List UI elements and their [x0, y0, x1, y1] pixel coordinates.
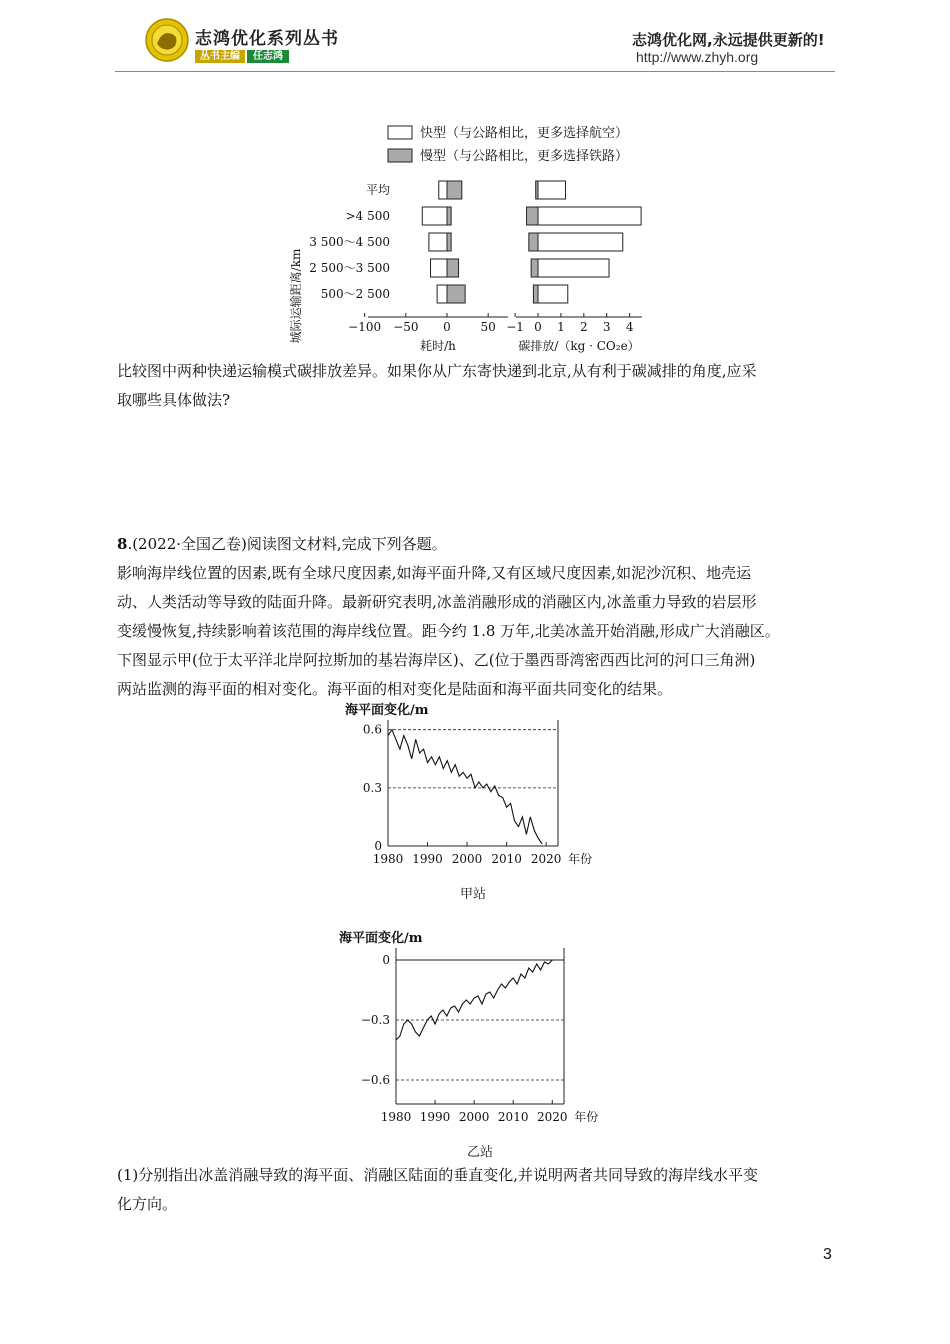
x-tick-label: 2010 [497, 1110, 529, 1124]
question-7-line-2: 取哪些具体做法? [117, 391, 231, 409]
passage-line-3: 变缓慢恢复,持续影响着该范围的海岸线位置。距今约 1.8 万年,北美冰盖开始消融,形成广大消融区。 [117, 622, 780, 640]
bar-slow [447, 181, 462, 199]
x-axis-title: 碳排放/（kg · CO₂e） [518, 339, 640, 353]
header-url[interactable]: http://www.zhyh.org [636, 49, 759, 65]
bar-fast [431, 259, 447, 277]
bar-slow [447, 207, 451, 225]
x-tick-label: 1990 [412, 852, 443, 866]
question-8-source: .(2022·全国乙卷)阅读图文材料,完成下列各题。 [127, 535, 447, 553]
header-title: 志鸿优化系列丛书 [195, 29, 339, 49]
question-8-heading [117, 530, 832, 559]
legend-label-fast: 快型（与公路相比，更多选择航空） [420, 126, 629, 141]
bar-fast [538, 207, 641, 225]
passage-line-4: 下图显示甲(位于太平洋北岸阿拉斯加的基岩海岸区)、乙(位于墨西哥湾密西西比河的河口三角洲) [117, 651, 756, 669]
category-label: 平均 [365, 183, 390, 197]
bar-fast [439, 181, 447, 199]
bar-slow [447, 259, 459, 277]
x-tick-label: 2020 [530, 852, 562, 866]
bar-fast [437, 285, 447, 303]
bar-slow [531, 259, 538, 277]
page-number: 3 [823, 1246, 832, 1263]
bar-fast [538, 233, 623, 251]
x-tick-label: 2010 [491, 852, 522, 866]
passage-line-5: 两站监测的海平面的相对变化。海平面的相对变化是陆面和海平面共同变化的结果。 [117, 680, 673, 698]
x-axis-title: 年份 [574, 1110, 599, 1124]
bar-fast [422, 207, 447, 225]
passage-line-2: 动、人类活动等导致的陆面升降。最新研究表明,冰盖消融形成的消融区内,冰盖重力导致的岩层形 [117, 593, 757, 611]
bar-slow [533, 285, 538, 303]
x-tick-label: −50 [393, 320, 419, 334]
x-tick-label: 50 [480, 320, 496, 334]
y-tick-label: 0 [374, 839, 382, 853]
y-axis-title: 城际运输距离/km [289, 248, 303, 344]
x-tick-label: 2000 [458, 1110, 490, 1124]
bar-slow [527, 207, 538, 225]
editor-name: 任志鸿 [247, 50, 289, 63]
header-subtitle [195, 47, 289, 62]
sea-level-line [396, 960, 552, 1040]
x-tick-label: 0 [534, 320, 542, 334]
header-slogan: 志鸿优化网,永远提供更新的! [632, 31, 825, 49]
question-7 [117, 357, 832, 415]
sea-level-line [388, 730, 542, 844]
legend-swatch-slow [388, 149, 412, 162]
bar-slow [447, 285, 465, 303]
category-label: 3 500～4 500 [309, 235, 390, 249]
bar-slow [447, 233, 451, 251]
logo [145, 18, 189, 62]
x-tick-label: 0 [443, 320, 451, 334]
question-8-number: 8 [117, 535, 128, 553]
x-tick-label: −100 [348, 320, 382, 334]
station-yi-chart [336, 928, 626, 1158]
y-tick-label: 0.6 [362, 722, 382, 737]
x-tick-label: 1 [557, 320, 565, 334]
x-axis-title: 耗时/h [420, 339, 456, 353]
x-tick-label: 2020 [537, 1110, 568, 1124]
chart-title: 海平面变化/m [339, 931, 423, 946]
sub-question-1-line-2: 化方向。 [117, 1195, 178, 1213]
sub-question-1 [117, 1161, 832, 1219]
legend-label-slow: 慢型（与公路相比，更多选择铁路） [420, 149, 629, 164]
bar-slow [536, 181, 538, 199]
chart-caption: 甲站 [459, 887, 487, 902]
y-tick-label: 0 [382, 953, 390, 967]
category-label: 500～2 500 [320, 287, 390, 301]
chart-title: 海平面变化/m [345, 703, 429, 718]
passage-line-1: 影响海岸线位置的因素,既有全球尺度因素,如海平面升降,又有区域尺度因素,如泥沙沉积、地壳运 [117, 564, 752, 582]
bar-fast [429, 233, 447, 251]
bar-fast [538, 259, 609, 277]
sub-question-1-line-1: (1)分别指出冰盖消融导致的海平面、消融区陆面的垂直变化,并说明两者共同导致的海岸线水平变 [117, 1166, 759, 1184]
x-tick-label: 4 [625, 320, 634, 334]
question-7-line-1: 比较图中两种快递运输模式碳排放差异。如果你从广东寄快递到北京,从有利于碳减排的角度,应采 [117, 362, 757, 380]
logo-emblem-icon [145, 18, 189, 62]
x-tick-label: 1980 [372, 852, 404, 866]
bar-fast [538, 181, 565, 199]
bar-slow [529, 233, 538, 251]
bar-fast [538, 285, 568, 303]
editor-label: 丛书主编 [195, 50, 245, 63]
x-tick-label: 1980 [380, 1110, 412, 1124]
x-tick-label: 3 [602, 320, 611, 334]
y-tick-label: −0.6 [360, 1073, 390, 1087]
x-tick-label: 2000 [451, 852, 483, 866]
category-label: >4 500 [345, 209, 390, 223]
header-divider [115, 71, 835, 72]
y-tick-label: 0.3 [362, 780, 382, 795]
question-8 [117, 530, 832, 704]
x-axis-title: 年份 [568, 852, 593, 866]
x-tick-label: 2 [579, 320, 588, 334]
x-tick-label: −1 [506, 320, 524, 334]
x-tick-label: 1990 [419, 1110, 451, 1124]
station-jia-chart [340, 700, 620, 930]
category-label: 2 500～3 500 [309, 261, 390, 275]
legend-swatch-fast [388, 126, 412, 139]
chart-caption: 乙站 [466, 1145, 494, 1158]
y-tick-label: −0.3 [360, 1013, 390, 1027]
transport-comparison-chart [280, 118, 680, 358]
